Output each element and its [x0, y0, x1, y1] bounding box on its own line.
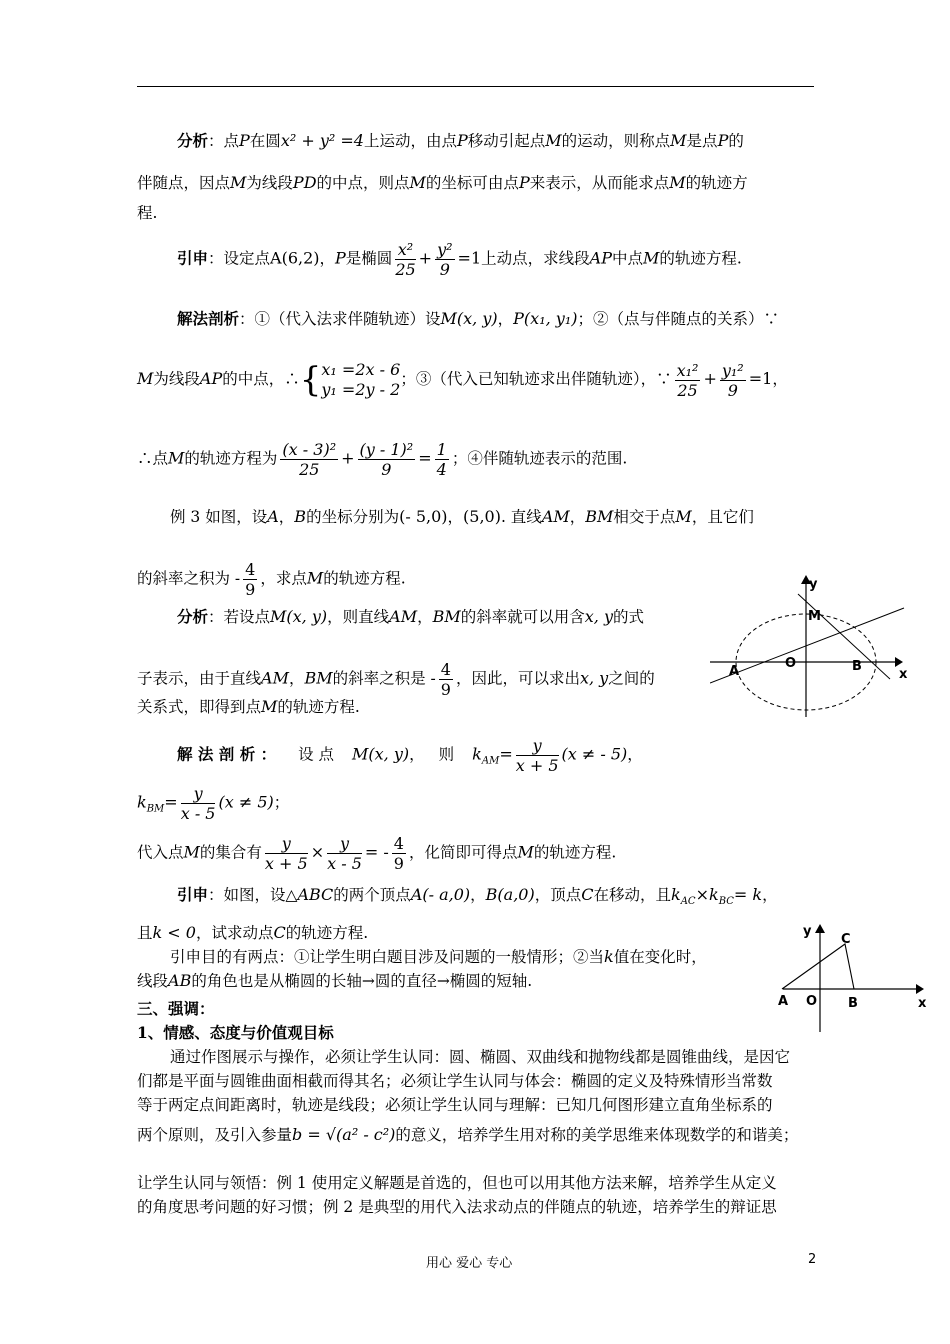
subscript: BC — [718, 896, 734, 908]
text: 且 — [137, 924, 153, 942]
analysis-line-3 — [137, 202, 157, 224]
text: 的轨迹方程. — [533, 843, 617, 862]
math: x, y — [579, 668, 609, 688]
text: ：设定点 — [208, 249, 271, 268]
solution-line-2 — [137, 360, 788, 400]
fraction: $\frac{4}{9}$ — [245, 560, 256, 599]
math: B — [294, 507, 307, 526]
footer-text: 用心 爱心 专心 — [426, 1256, 513, 1271]
analysis2-line-2 — [137, 660, 655, 699]
math: k — [708, 885, 719, 904]
text: ， — [447, 508, 464, 526]
text: 设 点 — [298, 745, 335, 764]
text: ， — [319, 249, 336, 268]
text: 的坐标分别为 — [306, 508, 400, 526]
point-a-label: A — [729, 664, 740, 679]
solution-label: 解 法 剖 析 ： — [177, 744, 277, 764]
math: M — [669, 173, 686, 192]
math: (x ≠ 5) — [218, 792, 274, 812]
operator: = — [164, 792, 178, 812]
text: 为线段 — [153, 370, 200, 388]
x-arrow-icon — [895, 657, 903, 667]
solution2-line-1 — [177, 736, 643, 775]
text: 伴随点，因点 — [137, 174, 231, 192]
fraction: $\frac{\text{(y - 1)²}}{9}$ — [359, 440, 414, 479]
math: M — [409, 173, 426, 192]
math: M — [675, 507, 692, 526]
point-b-label: B — [848, 996, 858, 1011]
text: ：若设点 — [208, 608, 271, 626]
analysis2-line-3 — [137, 696, 360, 718]
math: k < 0 — [152, 923, 196, 942]
math: M(x, y) — [440, 309, 498, 328]
text: ：点 — [208, 132, 240, 150]
body-line-1: 通过作图展示与操作，必须让学生认同：圆、椭圆、双曲线和抛物线都是圆锥曲线，是因它 — [170, 1048, 791, 1066]
math: M — [168, 448, 185, 468]
text: 的斜率之积是 - — [332, 669, 436, 688]
operator: + — [703, 369, 717, 388]
text: ， — [470, 886, 486, 904]
text: ，因此，可以求出 — [455, 669, 580, 688]
operator: = - — [364, 842, 389, 862]
text: 的中点，∴ — [222, 370, 300, 388]
math: M — [517, 842, 534, 862]
text: ， — [627, 745, 643, 764]
math: P(x₁, y₁) — [513, 309, 578, 328]
text: 的轨迹方程. — [323, 569, 406, 588]
solution-line-3 — [137, 440, 627, 479]
text: ， — [409, 745, 425, 764]
math: A(6,2) — [270, 248, 320, 268]
math: AP — [589, 248, 612, 268]
text: ∴点 — [137, 449, 169, 468]
text: 来表示，从而能求点 — [529, 174, 670, 192]
fraction: $\frac{\text{x²}}{25}$ — [395, 240, 416, 279]
subscript: AM — [481, 755, 500, 767]
text: ， — [288, 669, 305, 688]
brace-icon: { — [299, 360, 322, 400]
math: AM — [261, 668, 289, 688]
text: ；④伴随轨迹表示的范围. — [451, 449, 628, 468]
math: k — [604, 947, 614, 966]
text: 的轨迹方程. — [659, 249, 742, 268]
extension2-line-2 — [137, 922, 368, 944]
math: P — [239, 131, 250, 150]
text: 的中点，则点 — [316, 174, 410, 192]
text: ， — [772, 370, 788, 388]
solution2-line-2 — [137, 784, 289, 823]
fraction: $\frac{y}{x - 5}$ — [180, 784, 216, 823]
fraction: $\frac{4}{9}$ — [440, 660, 451, 699]
origin-label: O — [806, 994, 818, 1009]
text: 在圆 — [249, 132, 281, 150]
y-label: y — [809, 577, 818, 592]
text: 的运动，则称点 — [561, 132, 671, 150]
text: 相交于点 — [613, 508, 676, 526]
operator: + — [418, 248, 433, 268]
text: ，顶点 — [534, 886, 582, 904]
math: P — [456, 131, 468, 150]
operator: × — [310, 842, 325, 862]
point-c-label: C — [841, 932, 851, 947]
text: 代入点 — [137, 843, 184, 862]
triangle-figure — [778, 918, 928, 1034]
text: ， — [762, 886, 778, 904]
text: 的斜率之积为 - — [137, 569, 241, 588]
text: 在移动，且 — [593, 886, 671, 904]
math: = k — [733, 885, 763, 904]
math: AB — [168, 971, 192, 990]
x-arrow-icon — [916, 984, 924, 994]
text: 的轨迹方程. — [277, 698, 360, 716]
fraction: $\frac{y}{x + 5}$ — [264, 834, 308, 873]
triangle-abc — [782, 944, 854, 989]
math: P — [335, 248, 346, 268]
math: k — [472, 744, 482, 764]
text: 的斜率就可以用含 — [460, 608, 585, 626]
operator: =1 — [748, 369, 773, 388]
fraction: $\frac{\text{(x - 3)²}}{25}$ — [282, 440, 337, 479]
math: A(- a,0) — [410, 885, 471, 904]
text: 是椭圆 — [345, 249, 393, 268]
extension-line — [177, 240, 742, 279]
body-line-3: 等于两定点间距离时，轨迹是线段；必须让学生认同与理解：已知几何图形建立直角坐标系的 — [137, 1096, 773, 1114]
extension2-line-1 — [177, 884, 778, 913]
math: M — [261, 697, 278, 716]
solution-label: 解法剖析 — [177, 309, 240, 328]
text: . 直线 — [500, 508, 542, 526]
solution-line-1 — [177, 308, 779, 330]
math: M(x, y) — [270, 607, 328, 626]
subsection-heading: 1、情感、态度与价值观目标 — [137, 1023, 334, 1042]
text: 的坐标可由点 — [425, 174, 519, 192]
text: ；②（点与伴随点的关系）∵ — [577, 310, 779, 328]
math: (5,0) — [463, 507, 501, 526]
math: AP — [199, 369, 223, 388]
math: (- 5,0) — [399, 507, 448, 526]
text: ：如图，设△ — [208, 886, 298, 904]
text: 之间的 — [608, 669, 655, 688]
origin-label: O — [785, 656, 797, 671]
text: ， — [278, 508, 295, 526]
text: 线段 — [137, 972, 169, 990]
text: 的角色也是从椭圆的长轴→圆的直径→椭圆的短轴. — [191, 972, 533, 990]
text: ，试求动点 — [195, 924, 274, 942]
analysis-label: 分析 — [177, 607, 209, 626]
text: ，求点 — [260, 569, 307, 588]
body-line-5: 让学生认同与领悟：例 1 使用定义解题是首选的，但也可以用其他方法来解，培养学生从定义 — [137, 1174, 777, 1192]
math: M — [306, 568, 324, 588]
x-label: x — [899, 667, 908, 682]
text: 则 — [438, 745, 455, 764]
operator: =1 — [457, 248, 482, 268]
math: C — [581, 885, 594, 904]
fraction: $\frac{y}{x - 5}$ — [327, 834, 362, 873]
extension-label: 引申 — [177, 885, 209, 904]
text: ，化简即可得点 — [408, 843, 518, 862]
header-rule — [137, 86, 814, 87]
page-number: 2 — [808, 1252, 817, 1267]
operator: = — [499, 744, 513, 764]
text: ；③（代入已知轨迹求出伴随轨迹），∵ — [400, 370, 672, 388]
section-heading: 三、强调： — [137, 999, 215, 1018]
math: M — [183, 842, 200, 862]
example3-line-1 — [170, 506, 754, 528]
text: 子表示，由于直线 — [137, 669, 262, 688]
analysis-line-1 — [177, 130, 744, 152]
circle-equation: x² + y² =4 — [280, 131, 364, 150]
point-a-label: A — [778, 994, 789, 1009]
line-bm — [798, 594, 890, 679]
text: ， — [569, 508, 586, 526]
x-label: x — [918, 996, 927, 1011]
fraction: $\frac{y}{x + 5}$ — [515, 736, 559, 775]
text: ，则直线 — [327, 608, 390, 626]
text: 中点 — [611, 249, 643, 268]
analysis-line-2 — [137, 172, 748, 194]
system-of-equations: x₁ =2x - 6 y₁ =2y - 2 — [321, 360, 401, 399]
math: M — [642, 248, 660, 268]
y-arrow-icon — [815, 924, 825, 933]
y-label: y — [803, 924, 812, 939]
operator: × — [695, 885, 709, 904]
text: 的集合有 — [199, 843, 262, 862]
math: M — [670, 131, 687, 150]
operator: = — [418, 448, 432, 468]
math: x, y — [584, 607, 613, 626]
text: ； — [273, 793, 290, 812]
fraction: $\frac{\text{x₁²}}{25}$ — [676, 360, 699, 400]
point-m-label: M — [808, 609, 821, 624]
fraction: $\frac{4}{9}$ — [393, 834, 404, 873]
body-line-6: 的角度思考问题的好习惯；例 2 是典型的用代入法求动点的伴随点的轨迹，培养学生的辩证思 — [137, 1198, 777, 1216]
math: M — [545, 131, 562, 150]
text: 两个原则，及引入参量 — [137, 1126, 293, 1144]
math: P — [717, 131, 729, 150]
math: P — [518, 173, 530, 192]
text: ， — [497, 310, 514, 328]
subscript: BM — [146, 803, 165, 815]
math: ABC — [297, 885, 334, 904]
body-line-2: 们都是平面与圆锥曲面相截而得其名；必须让学生认同与体会：椭圆的定义及特殊情形当常数 — [137, 1072, 773, 1090]
text: 上运动，由点 — [363, 132, 457, 150]
math: PD — [292, 173, 317, 192]
math: k — [137, 792, 147, 812]
math: M — [137, 369, 154, 388]
text: 例 3 如图，设 — [170, 508, 268, 526]
math: B(a,0) — [485, 885, 535, 904]
text: 的 — [728, 132, 744, 150]
math: b = √(a² - c²) — [292, 1125, 396, 1144]
purpose-line-1 — [170, 946, 707, 968]
math: k — [671, 885, 681, 904]
ellipse-figure — [710, 572, 910, 722]
solution2-line-3 — [137, 834, 616, 873]
point-b-label: B — [852, 659, 862, 674]
text: 上动点，求线段 — [481, 249, 590, 268]
text: 程. — [137, 204, 158, 222]
math: M(x, y) — [352, 744, 410, 764]
text: ， — [417, 608, 433, 626]
math: (x ≠ - 5) — [561, 744, 628, 764]
text: 值在变化时， — [613, 948, 707, 966]
math: BM — [432, 607, 461, 626]
math: M — [230, 173, 247, 192]
text: 的两个顶点 — [333, 886, 411, 904]
text: 移动引起点 — [467, 132, 546, 150]
text: ：①（代入法求伴随轨迹）设 — [239, 310, 441, 328]
analysis2-line-1 — [177, 606, 644, 628]
math: AM — [541, 507, 570, 526]
text: 关系式，即得到点 — [137, 698, 262, 716]
text: 是点 — [686, 132, 718, 150]
math: A — [267, 507, 279, 526]
fraction: $\frac{1}{4}$ — [436, 440, 447, 479]
analysis-label: 分析 — [177, 131, 209, 150]
extension-label: 引申 — [177, 248, 209, 268]
text: ，且它们 — [691, 508, 754, 526]
text: 为线段 — [246, 174, 293, 192]
example3-line-2 — [137, 560, 406, 599]
text: 的意义，培养学生用对称的美学思维来体现数学的和谐美； — [395, 1126, 799, 1144]
subscript: AC — [680, 896, 696, 908]
text: 的轨迹方程为 — [184, 449, 278, 468]
body-line-4 — [137, 1124, 798, 1146]
math: C — [273, 923, 286, 942]
text: 的轨迹方 — [685, 174, 748, 192]
math: BM — [304, 668, 333, 688]
text: 的式 — [613, 608, 645, 626]
text: 的轨迹方程. — [285, 924, 369, 942]
purpose-line-2 — [137, 970, 532, 992]
text: 引申目的有两点：①让学生明白题目涉及问题的一般情形；②当 — [170, 948, 605, 966]
math: BM — [585, 507, 614, 526]
fraction: $\frac{\text{y²}}{9}$ — [437, 240, 453, 279]
fraction: $\frac{\text{y₁²}}{9}$ — [721, 360, 744, 400]
operator: + — [341, 448, 355, 468]
math: AM — [389, 607, 418, 626]
